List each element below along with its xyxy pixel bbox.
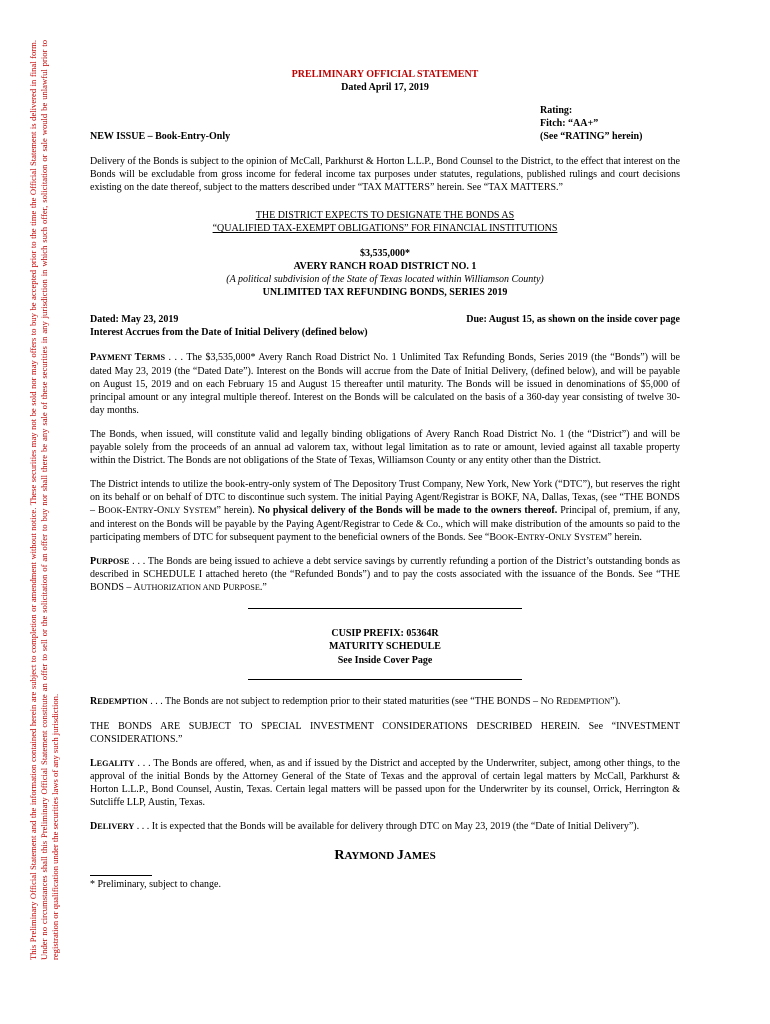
bond-series-name: UNLIMITED TAX REFUNDING BONDS, SERIES 2019 [262, 287, 508, 299]
maturity-schedule-label: MATURITY SCHEDULE [329, 641, 441, 653]
legality-heading: LEGALITY [90, 757, 135, 769]
tax-opinion-paragraph: Delivery of the Bonds is subject to the opinion of McCall, Parkhurst & Horton L.L.P., Bond Counsel to the District, to the effect that interest on the Bonds will be excludable from gross income for federal income tax purposes under statutes, regulations, published rulings and court decisions existing on the date thereof, subject to the matters described under “TAX MATTERS” herein. See “TAX MATTERS.” [90, 156, 680, 194]
issuer-name: AVERY RANCH ROAD DISTRICT NO. 1 [293, 261, 477, 273]
redemption-heading: REDEMPTION [90, 696, 148, 708]
qualified-tax-exempt-designation [90, 209, 680, 235]
delivery-heading: DELIVERY [90, 821, 135, 833]
no-physical-delivery-note: No physical delivery of the Bonds will be made to the owners thereof. [257, 505, 558, 517]
cusip-prefix: CUSIP PREFIX: 05364R [331, 627, 439, 639]
underwriter-name: RAYMOND JAMES [334, 848, 436, 864]
dated-due-row [90, 313, 680, 326]
divider-top [248, 608, 522, 609]
due-date: Due: August 15, as shown on the inside cover page [466, 314, 680, 326]
purpose-heading: PURPOSE [90, 555, 130, 567]
interest-accrual-note: Interest Accrues from the Date of Initial Delivery (defined below) [90, 327, 368, 339]
obligations-paragraph: The Bonds, when issued, will constitute valid and legally binding obligations of Avery Ranch Road District No. 1 (the “District”) and will be payable solely from the proceeds of an annual ad valorem tax, without legal limitation as to rate or amount, levied against all taxable property within the District. The Bonds are not obligations of the State of Texas, Williamson County or any entity other than the District. [90, 428, 680, 467]
preliminary-notice: This Preliminary Official Statement and the information contained herein are subject to completion or amendment without notice. These securities may not be sold nor may offers to buy be accepted prior to the time the Official Statement is delivered in final form. Under no circumstances shall this Preliminary Official Statement constitute an offer to sell or the solicitation of an offer to buy nor shall there be any sale of these securities in any jurisdiction in which such offer, solicitation or sale would be unlawful prior to registration or qualification under the securities laws of any such jurisdiction. [28, 40, 61, 960]
footnote-rule [90, 875, 152, 876]
legality-paragraph: LEGALITY . . . The Bonds are offered, when, as and if issued by the District and accepted by the Underwriter, subject, among other things, to the approval of the initial Bonds by the Attorney General of the State of Texas and the approval of certain legal matters by McCall, Parkhurst & Horton L.L.P., Bond Counsel, Austin, Texas. Certain legal matters will be passed upon for the Underwriter by its counsel, Orrick, Herrington & Sutcliffe LLP, Austin, Texas. [90, 757, 680, 809]
official-statement-cover [90, 68, 680, 891]
issue-rating-row [90, 104, 680, 143]
inside-cover-reference: See Inside Cover Page [337, 654, 433, 666]
rating-reference: (See “RATING” herein) [540, 131, 643, 142]
designation-line-1: THE DISTRICT EXPECTS TO DESIGNATE THE BONDS AS [255, 210, 515, 222]
delivery-paragraph: DELIVERY . . . It is expected that the Bonds will be available for delivery through DTC on May 23, 2019 (the “Date of Initial Delivery”). [90, 821, 640, 833]
bond-issue-heading [90, 247, 680, 299]
rating-fitch: Fitch: “AA+” [540, 118, 599, 129]
bond-amount: $3,535,000* [360, 248, 410, 260]
rating-label: Rating: [540, 105, 573, 116]
cusip-block [90, 627, 680, 668]
payment-terms-heading: PAYMENT TERMS [90, 352, 165, 364]
redemption-paragraph: REDEMPTION . . . The Bonds are not subject to redemption prior to their stated maturities (see “THE BONDS – NO REDEMPTION”). [90, 696, 621, 708]
dated-date: Dated: May 23, 2019 [90, 314, 179, 326]
issuer-subdivision: (A political subdivision of the State of Texas located within Williamson County) [226, 274, 544, 286]
divider-bottom [248, 679, 522, 680]
document-date: Dated April 17, 2019 [341, 82, 429, 93]
special-considerations-paragraph: THE BONDS ARE SUBJECT TO SPECIAL INVESTMENT CONSIDERATIONS DESCRIBED HEREIN. See “INVESTMENT CONSIDERATIONS.” [90, 720, 680, 745]
preliminary-footnote: * Preliminary, subject to change. [90, 879, 221, 891]
rating-block [540, 104, 680, 143]
designation-line-2: “QUALIFIED TAX-EXEMPT OBLIGATIONS” FOR FINANCIAL INSTITUTIONS [212, 223, 558, 235]
book-entry-paragraph: The District intends to utilize the book-entry-only system of The Depository Trust Company, New York, New York (“DTC”), but reserves the right on its behalf or on behalf of DTC to discontinue such system. The initial Paying Agent/Registrar is BOKF, NA, Dallas, Texas, (see “THE BONDS – BOOK-ENTRY-ONLY SYSTEM” herein). No physical delivery of the Bonds will be made to the owners thereof. Principal of, premium, if any, and interest on the Bonds will be payable by the Paying Agent/Registrar to Cede & Co., which will make distribution of the amounts so paid to the participating members of DTC for subsequent payment to the beneficial owners of the Bonds. See “BOOK-ENTRY-ONLY SYSTEM” herein. [90, 479, 681, 543]
payment-terms-paragraph: PAYMENT TERMS . . . The $3,535,000* Avery Ranch Road District No. 1 Unlimited Tax Refunding Bonds, Series 2019 (the “Bonds”) will be dated May 23, 2019 (the “Dated Date”). Interest on the Bonds will accrue from the Date of Initial Delivery, (defined below), and will be payable on August 15, 2019 and on each February 15 and August 15 thereafter until maturity. The Bonds will be issued in denominations of $5,000 of principal amount or any integral multiple thereof. Interest on the Bonds will be calculated on the basis of a 360-day year consisting of twelve 30-day months. [90, 352, 680, 416]
document-title: PRELIMINARY OFFICIAL STATEMENT [291, 69, 479, 80]
new-issue-label: NEW ISSUE – Book-Entry-Only [90, 130, 231, 142]
purpose-paragraph: PURPOSE . . . The Bonds are being issued to achieve a debt service savings by currently refunding a portion of the District’s outstanding bonds as described in SCHEDULE I attached hereto (the “Refunded Bonds”) and to pay the costs associated with the issuance of the Bonds. See “THE BONDS – AUTHORIZATION AND PURPOSE.” [90, 555, 680, 593]
